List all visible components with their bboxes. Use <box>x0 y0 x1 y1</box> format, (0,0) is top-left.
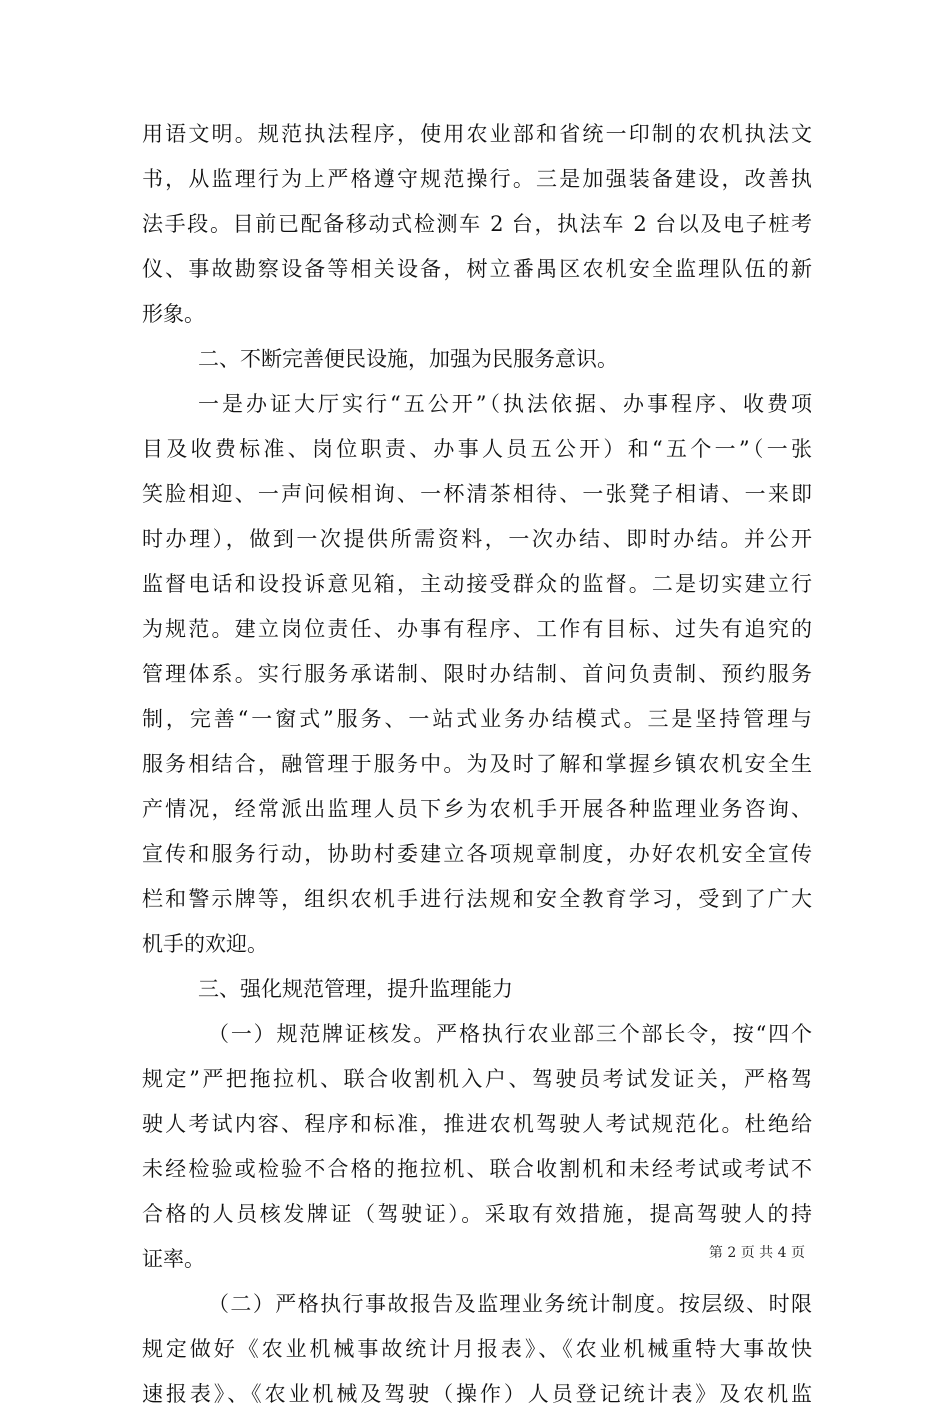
text-line: （二）严格执行事故报告及监理业务统计制度。按层级、时限 <box>208 1292 812 1316</box>
text-line: 速报表》、《农业机械及驾驶（操作）人员登记统计表》及农机监 <box>142 1382 812 1406</box>
text-line: 证率。 <box>142 1247 205 1271</box>
text-line: 驶人考试内容、程序和标准，推进农机驾驶人考试规范化。杜绝给 <box>142 1112 812 1136</box>
text-line: 目及收费标准、岗位职责、办事人员五公开）和“五个一”（一张 <box>142 437 812 461</box>
page-number: 第 2 页 共 4 页 <box>708 1245 805 1261</box>
text-line: 书，从监理行为上严格遵守规范操行。三是加强装备建设，改善执 <box>142 167 812 191</box>
text-line: 规定”严把拖拉机、联合收割机入户、驾驶员考试发证关，严格驾 <box>142 1067 812 1091</box>
text-line: 制，完善“一窗式”服务、一站式业务办结模式。三是坚持管理与 <box>142 707 812 731</box>
section-heading: 二、不断完善便民设施，加强为民服务意识。 <box>198 347 618 371</box>
text-line: 法手段。目前已配备移动式检测车 2 台，执法车 2 台以及电子桩考 <box>142 212 812 236</box>
text-line: 产情况，经常派出监理人员下乡为农机手开展各种监理业务咨询、 <box>142 797 812 821</box>
document-body <box>142 112 812 1417</box>
text-line: 形象。 <box>142 302 205 326</box>
text-line: 栏和警示牌等，组织农机手进行法规和安全教育学习，受到了广大 <box>142 887 812 911</box>
text-line: 监督电话和设投诉意见箱，主动接受群众的监督。二是切实建立行 <box>142 572 812 596</box>
text-line: 机手的欢迎。 <box>142 932 268 956</box>
text-line: 时办理），做到一次提供所需资料，一次办结、即时办结。并公开 <box>142 527 812 551</box>
text-line: 服务相结合，融管理于服务中。为及时了解和掌握乡镇农机安全生 <box>142 752 812 776</box>
text-line: 规定做好《农业机械事故统计月报表》、《农业机械重特大事故快 <box>142 1337 812 1361</box>
text-line: 用语文明。规范执法程序，使用农业部和省统一印制的农机执法文 <box>142 122 812 146</box>
section-heading: 三、强化规范管理，提升监理能力 <box>198 977 513 1001</box>
text-line: 仪、事故勘察设备等相关设备，树立番禺区农机安全监理队伍的新 <box>142 257 812 281</box>
text-line: 未经检验或检验不合格的拖拉机、联合收割机和未经考试或考试不 <box>142 1157 812 1181</box>
text-line: 合格的人员核发牌证（驾驶证）。采取有效措施，提高驾驶人的持 <box>142 1202 812 1226</box>
text-line: 为规范。建立岗位责任、办事有程序、工作有目标、过失有追究的 <box>142 617 812 641</box>
text-line: 管理体系。实行服务承诺制、限时办结制、首问负责制、预约服务 <box>142 662 812 686</box>
text-line: 宣传和服务行动，协助村委建立各项规章制度，办好农机安全宣传 <box>142 842 812 866</box>
text-line: 笑脸相迎、一声问候相询、一杯清茶相待、一张凳子相请、一来即 <box>142 482 812 506</box>
text-line: （一）规范牌证核发。严格执行农业部三个部长令，按“四个 <box>208 1022 812 1046</box>
text-line: 一是办证大厅实行“五公开”（执法依据、办事程序、收费项 <box>198 392 812 416</box>
